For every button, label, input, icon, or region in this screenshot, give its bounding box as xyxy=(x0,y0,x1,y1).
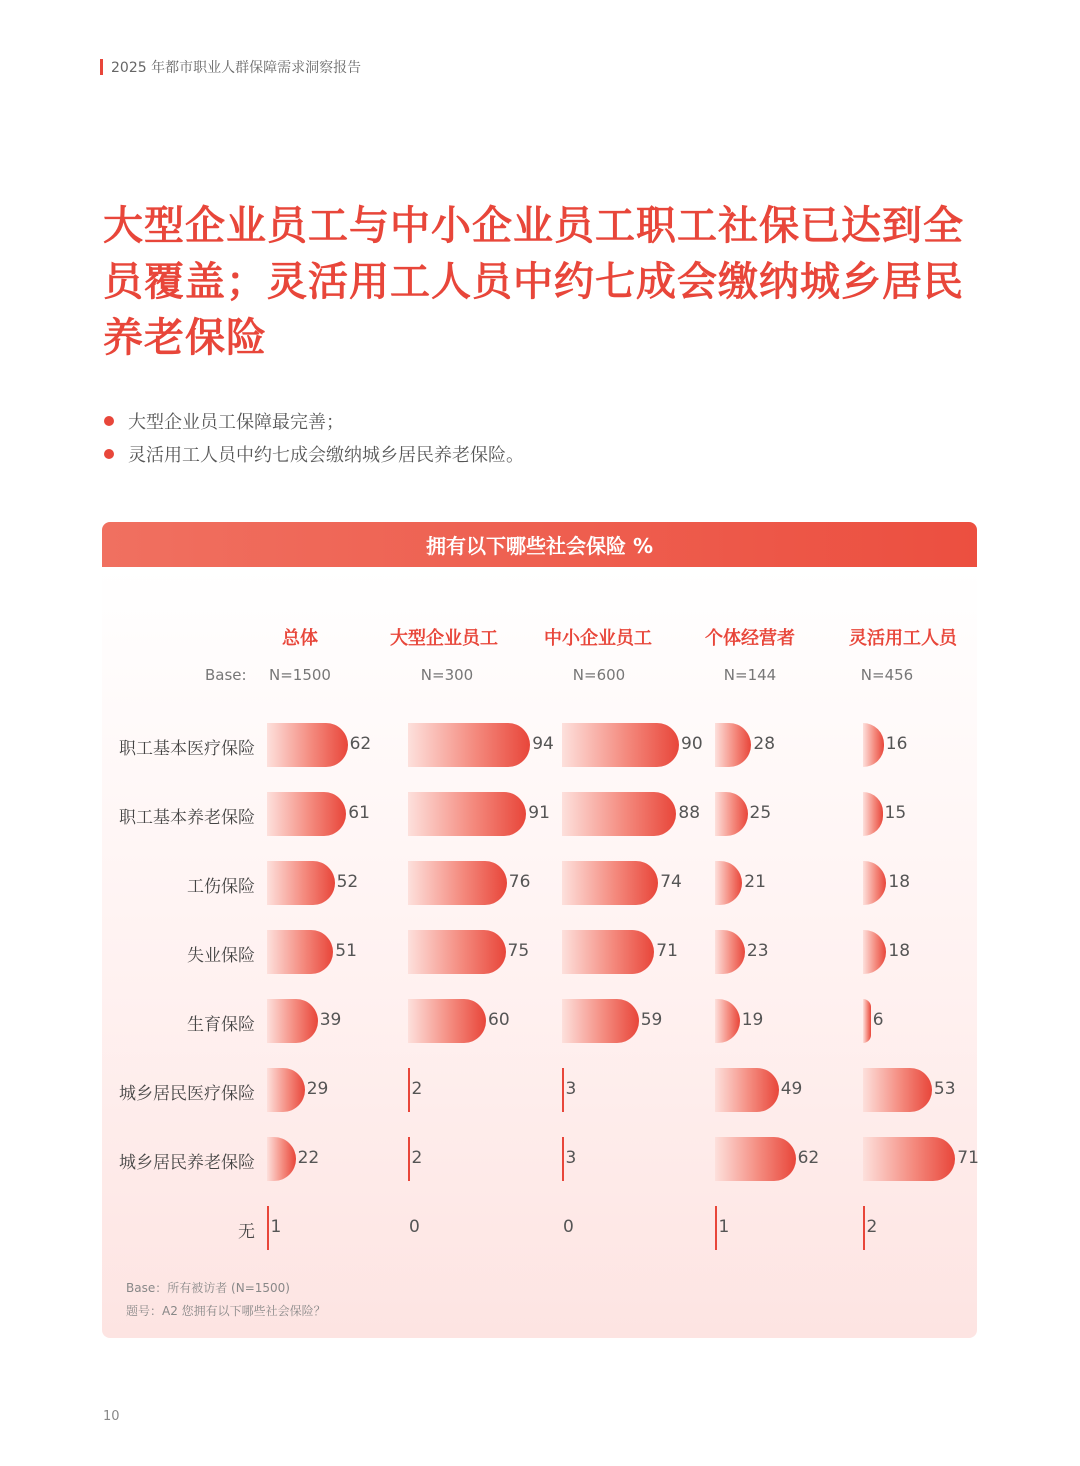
bar xyxy=(267,723,348,767)
bar xyxy=(267,861,335,905)
report-title: 2025 年都市职业人群保障需求洞察报告 xyxy=(111,60,362,76)
bar xyxy=(562,792,676,836)
bar-value-label: 91 xyxy=(528,803,550,823)
category-label: 城乡居民医疗保险 xyxy=(119,1084,255,1104)
bar xyxy=(562,861,658,905)
bar-value-label: 2 xyxy=(411,1148,423,1168)
bar xyxy=(267,792,346,836)
bar-value-label: 15 xyxy=(884,803,907,823)
bar xyxy=(267,1206,269,1250)
bar-value-label: 6 xyxy=(872,1010,884,1030)
base-n-label: N=456 xyxy=(860,666,914,684)
base-n-label: N=600 xyxy=(572,666,626,684)
bar-value-label: 53 xyxy=(933,1079,956,1099)
column-header: 中小企业员工 xyxy=(544,628,652,649)
bar-value-label: 0 xyxy=(409,1217,420,1237)
bar xyxy=(408,792,526,836)
base-n-label: N=144 xyxy=(723,666,777,684)
bar-value-label: 25 xyxy=(749,803,772,823)
bar-value-label: 71 xyxy=(656,941,678,961)
bar-value-label: 76 xyxy=(508,872,531,892)
bar xyxy=(863,1137,955,1181)
bar xyxy=(715,1206,717,1250)
bar-value-label: 18 xyxy=(888,872,911,892)
bar-value-label: 61 xyxy=(348,803,370,823)
chart-title: 拥有以下哪些社会保险 % xyxy=(102,522,977,567)
bar xyxy=(408,1137,410,1181)
bullet-list xyxy=(104,404,524,470)
bar-value-label: 71 xyxy=(957,1148,979,1168)
bar-value-label: 59 xyxy=(640,1010,663,1030)
bar-value-label: 74 xyxy=(660,872,682,892)
report-header xyxy=(100,57,361,77)
bar xyxy=(408,930,506,974)
bar-value-label: 51 xyxy=(335,941,357,961)
bar xyxy=(408,723,530,767)
category-label: 城乡居民养老保险 xyxy=(119,1153,255,1173)
category-label: 生育保险 xyxy=(187,1015,255,1035)
header-accent-bar xyxy=(100,59,103,75)
bar xyxy=(562,1068,564,1112)
bar xyxy=(562,1137,564,1181)
bar xyxy=(408,999,486,1043)
bar xyxy=(715,1137,796,1181)
bar-value-label: 62 xyxy=(797,1148,820,1168)
bar-value-label: 88 xyxy=(678,803,701,823)
category-label: 职工基本医疗保险 xyxy=(119,739,255,759)
bar-value-label: 2 xyxy=(866,1217,878,1237)
bar xyxy=(267,999,318,1043)
bar xyxy=(562,723,679,767)
bar xyxy=(267,930,333,974)
bar xyxy=(408,1068,410,1112)
base-label: Base: xyxy=(205,666,247,684)
bar xyxy=(863,1206,865,1250)
bar-value-label: 19 xyxy=(741,1010,764,1030)
bar-value-label: 21 xyxy=(744,872,766,892)
bar-value-label: 29 xyxy=(306,1079,329,1099)
bullet-dot-icon xyxy=(104,416,114,426)
bar-value-label: 23 xyxy=(746,941,769,961)
bar-value-label: 52 xyxy=(336,872,359,892)
column-header: 个体经营者 xyxy=(705,628,795,649)
bar xyxy=(715,1068,779,1112)
bullet-item: 灵活用工人员中约七成会缴纳城乡居民养老保险。 xyxy=(104,437,524,470)
bar-value-label: 3 xyxy=(565,1148,577,1168)
bar-value-label: 16 xyxy=(885,734,908,754)
bar-value-label: 28 xyxy=(753,734,776,754)
bar xyxy=(863,999,871,1043)
category-label: 职工基本养老保险 xyxy=(119,808,255,828)
category-label: 工伤保险 xyxy=(187,877,255,897)
base-n-label: N=1500 xyxy=(269,666,331,684)
bar-value-label: 1 xyxy=(270,1217,282,1237)
page-number: 10 xyxy=(103,1409,120,1424)
category-label: 无 xyxy=(238,1222,255,1242)
footnote-base: Base：所有被访者 (N=1500) xyxy=(126,1281,290,1295)
bar-value-label: 22 xyxy=(297,1148,320,1168)
bar-value-label: 49 xyxy=(780,1079,803,1099)
category-label: 失业保险 xyxy=(187,946,255,966)
bar-value-label: 39 xyxy=(319,1010,342,1030)
column-header: 灵活用工人员 xyxy=(849,628,957,649)
bar-value-label: 62 xyxy=(349,734,372,754)
bullet-item: 大型企业员工保障最完善； xyxy=(104,404,524,437)
page-title: 大型企业员工与中小企业员工职工社保已达到全员覆盖；灵活用工人员中约七成会缴纳城乡居民养老保险 xyxy=(103,203,964,361)
bar-value-label: 90 xyxy=(681,734,703,754)
column-header: 大型企业员工 xyxy=(390,628,498,649)
bar-value-label: 1 xyxy=(718,1217,730,1237)
column-header: 总体 xyxy=(282,628,318,649)
bar xyxy=(562,930,654,974)
bar xyxy=(408,861,507,905)
bar-value-label: 18 xyxy=(888,941,911,961)
bar-value-label: 0 xyxy=(563,1217,574,1237)
bar-value-label: 2 xyxy=(411,1079,423,1099)
base-n-label: N=300 xyxy=(420,666,474,684)
bullet-dot-icon xyxy=(104,449,114,459)
bar-value-label: 75 xyxy=(507,941,530,961)
bar-value-label: 94 xyxy=(532,734,554,754)
bar-value-label: 60 xyxy=(488,1010,510,1030)
bar xyxy=(863,1068,932,1112)
footnote-question: 题号：A2 您拥有以下哪些社会保险？ xyxy=(126,1304,326,1318)
bar-value-label: 3 xyxy=(565,1079,577,1099)
bar xyxy=(562,999,639,1043)
